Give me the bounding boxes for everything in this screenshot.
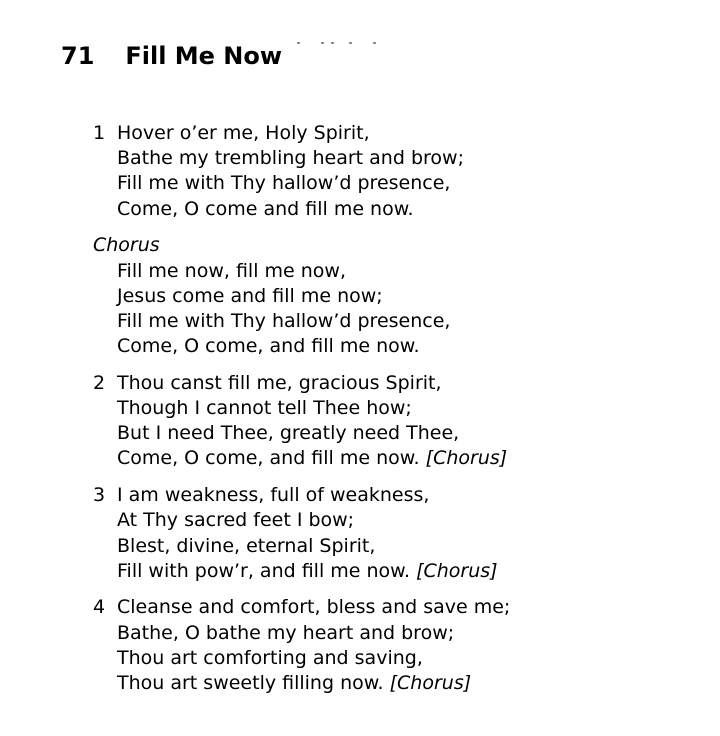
chorus-line: Jesus come and fill me now; [117, 284, 383, 307]
scan-smudge [287, 40, 387, 46]
verse-line-with-chorus-ref [117, 446, 510, 471]
hymn-number: 71 [61, 42, 95, 70]
verse-number: 1 [93, 122, 106, 144]
verse-line: Cleanse and comfort, bless and save me; [117, 596, 511, 619]
verse-line: Blest, divine, eternal Spirit, [117, 534, 376, 557]
verse-1 [93, 121, 510, 222]
verse-line-with-chorus-ref [117, 671, 510, 696]
verse-line: Bathe, O bathe my heart and brow; [117, 621, 455, 644]
verse-line: Thou canst fill me, gracious Spirit, [117, 371, 442, 394]
hymn-body [93, 121, 510, 708]
chorus-line: Come, O come, and fill me now. [117, 335, 420, 358]
verse-line: Though I cannot tell Thee how; [117, 397, 412, 420]
hymn-header [61, 40, 282, 72]
verse-line: Bathe my trembling heart and brow; [117, 147, 464, 170]
verse-line: Hover o’er me, Holy Spirit, [117, 122, 370, 144]
chorus-line: Fill me now, fill me now, [117, 259, 346, 282]
verse-line-with-chorus-ref [117, 559, 510, 584]
verse-line-text: Fill with pow’r, and fill me now. [117, 559, 411, 582]
verse-line: At Thy sacred feet I bow; [117, 509, 355, 532]
verse-number: 4 [93, 596, 106, 619]
chorus-ref: [Chorus] [416, 559, 498, 582]
verse-line-text: Come, O come, and fill me now. [117, 447, 420, 470]
verse-number: 2 [93, 371, 106, 394]
chorus-line: Fill me with Thy hallow’d presence, [117, 309, 451, 332]
verse-4 [93, 595, 510, 696]
verse-line: Fill me with Thy hallow’d presence, [117, 172, 451, 195]
verse-3 [93, 483, 510, 584]
chorus [93, 233, 510, 359]
verse-2 [93, 371, 510, 472]
chorus-label: Chorus [93, 234, 160, 257]
chorus-ref: [Chorus] [389, 672, 472, 695]
verse-number: 3 [93, 484, 106, 507]
verse-line-text: Thou art sweetly filling now. [117, 672, 384, 695]
verse-line: But I need Thee, greatly need Thee, [117, 422, 460, 445]
verse-line: Thou art comforting and saving, [117, 646, 423, 669]
chorus-ref: [Chorus] [425, 447, 508, 470]
verse-line: I am weakness, full of weakness, [117, 484, 430, 507]
verse-line: Come, O come and fill me now. [117, 197, 414, 220]
hymn-title: Fill Me Now [125, 42, 283, 70]
